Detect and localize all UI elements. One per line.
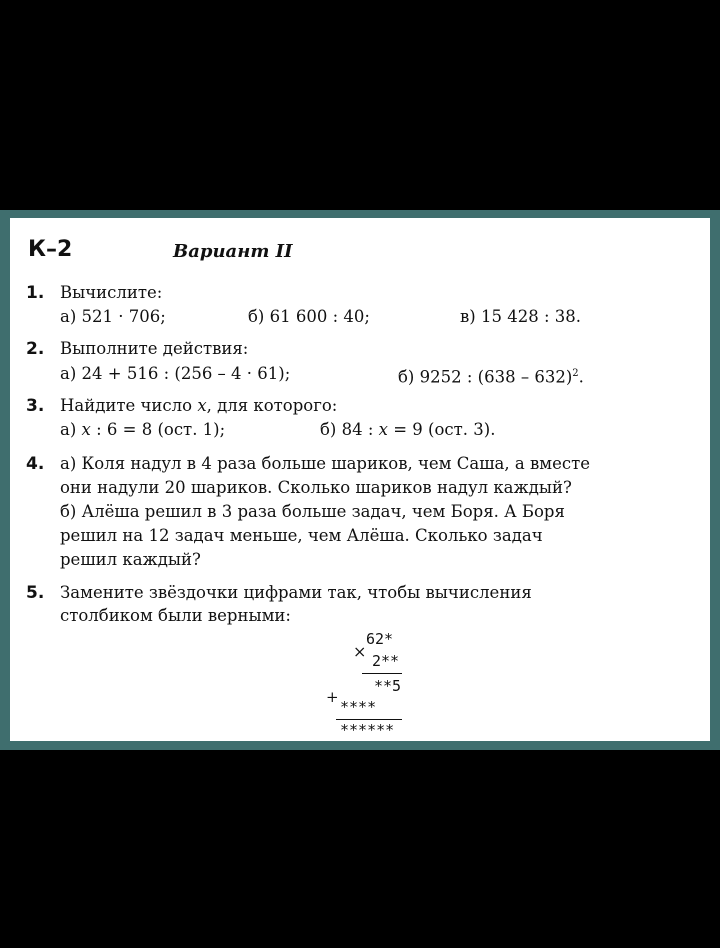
task-4-line-1: а) Коля надул в 4 раза больше шариков, чем Саша, а вместе (60, 454, 590, 473)
worksheet (10, 218, 710, 741)
task-5-line-2: столбиком были верными: (60, 606, 291, 625)
plus-sign: + (326, 688, 339, 706)
task-1-title: Вычислите: (60, 283, 163, 302)
task-5-number: 5. (26, 583, 45, 603)
task-4-line-2: они надули 20 шариков. Сколько шариков надул каждый? (60, 478, 572, 497)
task-1-part-b: б) 61 600 : 40; (248, 307, 370, 326)
task-2-part-a: а) 24 + 516 : (256 – 4 · 61); (60, 364, 291, 383)
partial-product-2: **** (340, 698, 377, 716)
task-3-number: 3. (26, 396, 45, 416)
task-3-title: Найдите число x, для которого: (60, 396, 338, 415)
task-2-number: 2. (26, 339, 45, 359)
multiplier: 2** (372, 652, 400, 670)
task-1-part-c: в) 15 428 : 38. (460, 307, 582, 326)
task-4-line-4: решил на 12 задач меньше, чем Алёша. Сколько задач (60, 526, 543, 545)
test-code: К–2 (28, 237, 73, 262)
task-2-title: Выполните действия: (60, 339, 249, 358)
product-rule (362, 673, 402, 674)
task-5-line-1: Замените звёздочки цифрами так, чтобы вычисления (60, 583, 532, 602)
page-border (0, 210, 720, 750)
sum-rule (336, 719, 402, 720)
task-4-line-5: решил каждый? (60, 550, 201, 569)
times-sign: × (353, 642, 367, 661)
task-1-number: 1. (26, 283, 45, 303)
task-4-line-3: б) Алёша решил в 3 раза больше задач, чем Боря. А Боря (60, 502, 565, 521)
task-2-part-b: б) 9252 : (638 – 632)$^2$. (398, 367, 584, 387)
task-3-part-b: б) 84 : x = 9 (ост. 3). (320, 420, 496, 439)
task-4-number: 4. (26, 454, 45, 474)
final-product: ****** (340, 721, 395, 739)
task-3-part-a: а) x : 6 = 8 (ост. 1); (60, 420, 226, 439)
multiplicand: 62* (366, 630, 394, 648)
variant-title: Вариант II (173, 241, 293, 262)
partial-product-1: **5 (374, 677, 402, 695)
task-1-part-a: а) 521 · 706; (60, 307, 166, 326)
